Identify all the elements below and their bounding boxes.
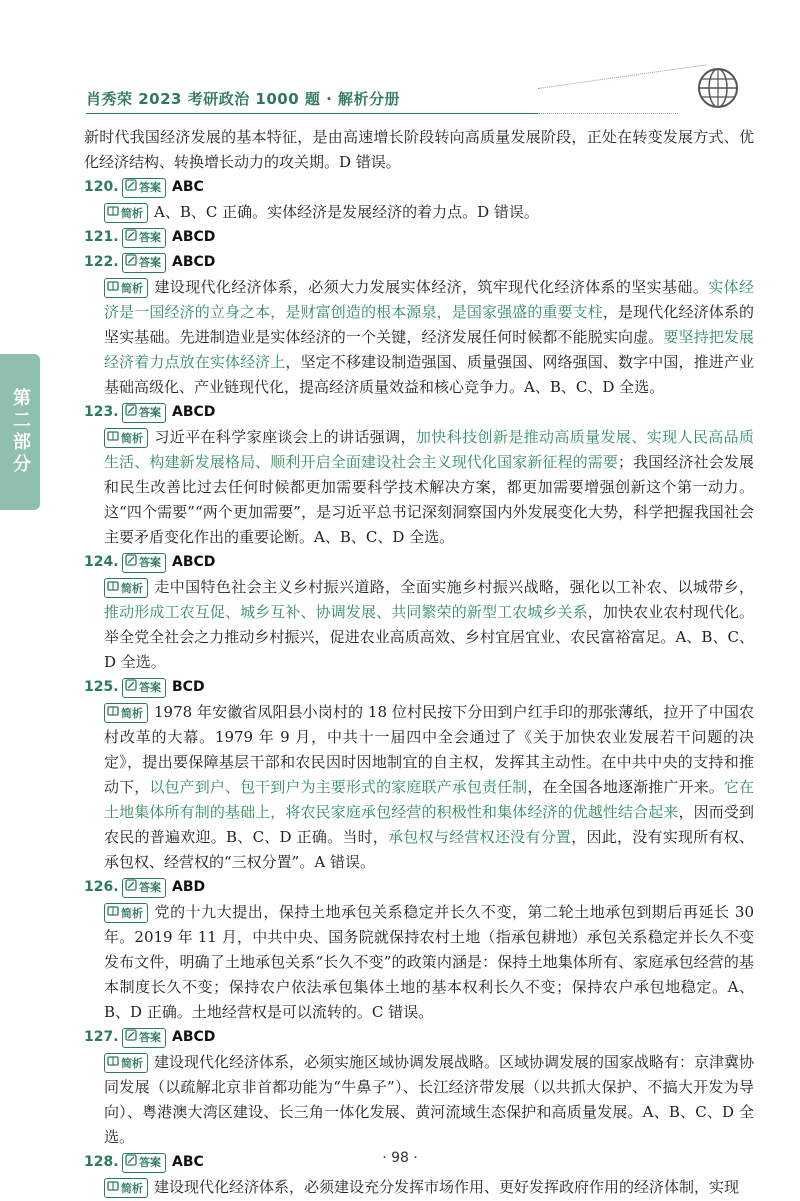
- analysis-tag: [104, 428, 148, 448]
- analysis-text: ，是现代化经济体系的坚实基础。先进制造业是实体经济的一个关键，经济发展任何时候都不能脱实向虚。: [104, 303, 754, 346]
- highlighted-text: 要坚持把发展经济着力点放在实体经济上: [104, 328, 754, 371]
- question-number: 126.: [84, 879, 119, 895]
- book-icon: [107, 201, 121, 226]
- analysis-text: 建设现代化经济体系，必须大力发展实体经济，筑牢现代化经济体系的坚实基础。: [154, 278, 709, 296]
- question-answer-row: [84, 1025, 754, 1050]
- book-icon: [107, 1051, 121, 1076]
- answer-tag: [122, 878, 166, 898]
- analysis-paragraph: [84, 900, 754, 1025]
- answer-value: ABD: [172, 879, 206, 895]
- page-header-title: 肖秀荣 2023 考研政治 1000 题 · 解析分册: [86, 90, 401, 108]
- question-number: 125.: [84, 679, 119, 695]
- intro-paragraph: 新时代我国经济发展的基本特征，是由高速增长阶段转向高质量发展阶段，正处在转变发展方式、优化经济结构、转换增长动力的攻关期。D 错误。: [84, 128, 754, 171]
- answer-tag-label: 答案: [139, 406, 161, 419]
- answer-value: ABCD: [172, 254, 216, 270]
- analysis-tag-label: 简析: [121, 706, 143, 720]
- analysis-tag: [104, 1053, 148, 1073]
- header-dotted-slant: [538, 64, 707, 90]
- analysis-text: 建设现代化经济体系，必须实施区域协调发展战略。区域协调发展的国家战略有：京津冀协同发展（以疏解北京非首都功能为“牛鼻子”）、长江经济带发展（以共抓大保护、不搞大开发为导向）、粤港澳大湾区建设、长三角一体化发展、黄河流域生态保护和高质量发展。A、B、C、D 全选。: [104, 1053, 755, 1146]
- answer-tag-label: 答案: [139, 681, 161, 694]
- pencil-icon: [125, 550, 139, 575]
- question-answer-row: [84, 400, 754, 425]
- answer-tag: [122, 253, 166, 273]
- answer-value: ABCD: [172, 404, 216, 420]
- page-number: · 98 ·: [382, 1150, 418, 1166]
- analysis-text: ，坚定不移建设制造强国、质量强国、网络强国、数字中国，推进产业基础高级化、产业链现代化，提高经济质量效益和核心竞争力。A、B、C、D 全选。: [104, 353, 754, 396]
- answer-tag-label: 答案: [139, 181, 161, 194]
- answer-tag: [122, 228, 166, 248]
- answer-tag: [122, 678, 166, 698]
- answer-value: ABCD: [172, 554, 216, 570]
- question-answer-row: [84, 675, 754, 700]
- analysis-tag-label: 简析: [121, 281, 143, 295]
- question-number: 128.: [84, 1154, 119, 1170]
- pencil-icon: [125, 675, 139, 700]
- analysis-paragraph: [84, 275, 754, 400]
- analysis-text: 走中国特色社会主义乡村振兴道路，全面实施乡村振兴战略，强化以工补农、以城带乡，: [154, 578, 754, 596]
- section-side-tab-label: 第二部分: [10, 388, 31, 476]
- analysis-tag-label: 简析: [121, 1181, 143, 1195]
- answer-tag-label: 答案: [139, 556, 161, 569]
- question-number: 122.: [84, 254, 119, 270]
- answer-tag: [122, 1028, 166, 1048]
- highlighted-text: 以包产到户、包干到户为主要形式的家庭联产承包责任制: [149, 778, 528, 796]
- analysis-text: 习近平在科学家座谈会上的讲话强调，: [154, 428, 416, 446]
- analysis-tag: [104, 203, 148, 223]
- analysis-tag-label: 简析: [121, 206, 143, 220]
- analysis-text: 建设现代化经济体系，必须建设充分发挥市场作用、更好发挥政府作用的经济体制，实现: [154, 1178, 740, 1196]
- question-number: 121.: [84, 229, 119, 245]
- book-icon: [107, 1176, 121, 1201]
- highlighted-text: 承包权与经营权还没有分置: [388, 828, 572, 846]
- book-icon: [107, 901, 121, 926]
- answer-value: BCD: [172, 679, 205, 695]
- pencil-icon: [125, 400, 139, 425]
- highlighted-text: 推动形成工农互促、城乡互补、协调发展、共同繁荣的新型工农城乡关系: [104, 603, 588, 621]
- answer-tag-label: 答案: [139, 1031, 161, 1044]
- highlighted-text: 实体经济是一国经济的立身之本，是财富创造的根本源泉，是国家强盛的重要支柱: [104, 278, 754, 321]
- answer-value: ABC: [172, 179, 204, 195]
- question-answer-row: [84, 550, 754, 575]
- pencil-icon: [125, 875, 139, 900]
- analysis-paragraph: [84, 1175, 754, 1200]
- answer-tag: [122, 403, 166, 423]
- analysis-tag-label: 简析: [121, 906, 143, 920]
- question-number: 120.: [84, 179, 119, 195]
- analysis-text: ，在全国各地逐渐推广开来。: [527, 778, 724, 796]
- answer-value: ABCD: [172, 229, 216, 245]
- analysis-text: ，加快农业农村现代化。举全党全社会之力推动乡村振兴，促进农业高质高效、乡村宜居宜业、农民富裕富足。A、B、C、D 全选。: [104, 603, 754, 671]
- header-dotted-rule: [538, 113, 678, 115]
- answer-tag-label: 答案: [139, 231, 161, 244]
- answer-value: ABC: [172, 1154, 204, 1170]
- analysis-paragraph: [84, 575, 754, 675]
- pencil-icon: [125, 250, 139, 275]
- analysis-paragraph: [84, 1050, 754, 1150]
- analysis-tag-label: 简析: [121, 431, 143, 445]
- analysis-tag: [104, 1178, 148, 1198]
- book-icon: [107, 701, 121, 726]
- analysis-tag: [104, 578, 148, 598]
- question-answer-row: [84, 225, 754, 250]
- globe-icon: [696, 66, 740, 110]
- question-answer-row: [84, 175, 754, 200]
- analysis-tag: [104, 903, 148, 923]
- answer-tag-label: 答案: [139, 1156, 161, 1169]
- highlighted-text: 加快科技创新是推动高质量发展、实现人民高品质生活、构建新发展格局、顺利开启全面建设社会主义现代化国家新征程的需要: [104, 428, 754, 471]
- book-icon: [107, 576, 121, 601]
- answer-tag-label: 答案: [139, 256, 161, 269]
- answer-value: ABCD: [172, 1029, 216, 1045]
- analysis-text: ，因此，没有实现所有权、承包权、经营权的“三权分置”。A 错误。: [104, 828, 754, 871]
- analysis-text: ；我国经济社会发展和民生改善比过去任何时候都更加需要科学技术解决方案，都更加需要增强创新这个第一动力。这“四个需要”“两个更加需要”，是习近平总书记深刻洞察国内外发展变化大势，科学把握我国社会主要矛盾变化作出的重要论断。A、B、C、D 全选。: [104, 453, 754, 546]
- pencil-icon: [125, 175, 139, 200]
- analysis-text: 党的十九大提出，保持土地承包关系稳定并长久不变，第二轮土地承包到期后再延长 30 年。2019 年 11 月，中共中央、国务院就保持农村土地（指承包耕地）承包关系稳定并长久不变发布文件，明确了土地承包关系“长久不变”的政策内涵是：保持土地集体所有、家庭承包经营的基本制度长久不变；保持农户依法承包集体土地的基本权利长久不变；保持农户承包地稳定。A、B、D 正确。土地经营权是可以流转的。C 错误。: [104, 903, 754, 1021]
- analysis-tag: [104, 278, 148, 298]
- pencil-icon: [125, 225, 139, 250]
- analysis-tag: [104, 703, 148, 723]
- pencil-icon: [125, 1025, 139, 1050]
- answer-tag-label: 答案: [139, 881, 161, 894]
- header-rule: [86, 113, 538, 114]
- analysis-tag-label: 简析: [121, 581, 143, 595]
- question-number: 123.: [84, 404, 119, 420]
- analysis-paragraph: [84, 425, 754, 550]
- analysis-paragraph: [84, 700, 754, 875]
- analysis-text: 1978 年安徽省凤阳县小岗村的 18 位村民按下分田到户红手印的那张薄纸，拉开了中国农村改革的大幕。1979 年 9 月，中共十一届四中全会通过了《关于加快农业发展若干问题的决定》，提出要保障基层干部和农民因时因地制宜的自主权，发挥其主动性。在中共中央的支持和推动下，: [104, 703, 754, 796]
- question-answer-row: [84, 875, 754, 900]
- section-side-tab: [0, 354, 40, 510]
- highlighted-text: 它在土地集体所有制的基础上，将农民家庭承包经营的积极性和集体经济的优越性结合起来: [104, 778, 754, 821]
- analysis-tag-label: 简析: [121, 1056, 143, 1070]
- answer-list: [84, 125, 754, 1200]
- book-icon: [107, 426, 121, 451]
- analysis-paragraph: [84, 200, 754, 225]
- analysis-text: A、B、C 正确。实体经济是发展经济的着力点。D 错误。: [154, 203, 539, 221]
- question-answer-row: [84, 250, 754, 275]
- analysis-text: ，因而受到农民的普遍欢迎。B、C、D 正确。当时，: [104, 803, 754, 846]
- book-icon: [107, 276, 121, 301]
- question-number: 124.: [84, 554, 119, 570]
- answer-tag: [122, 553, 166, 573]
- answer-tag: [122, 178, 166, 198]
- question-number: 127.: [84, 1029, 119, 1045]
